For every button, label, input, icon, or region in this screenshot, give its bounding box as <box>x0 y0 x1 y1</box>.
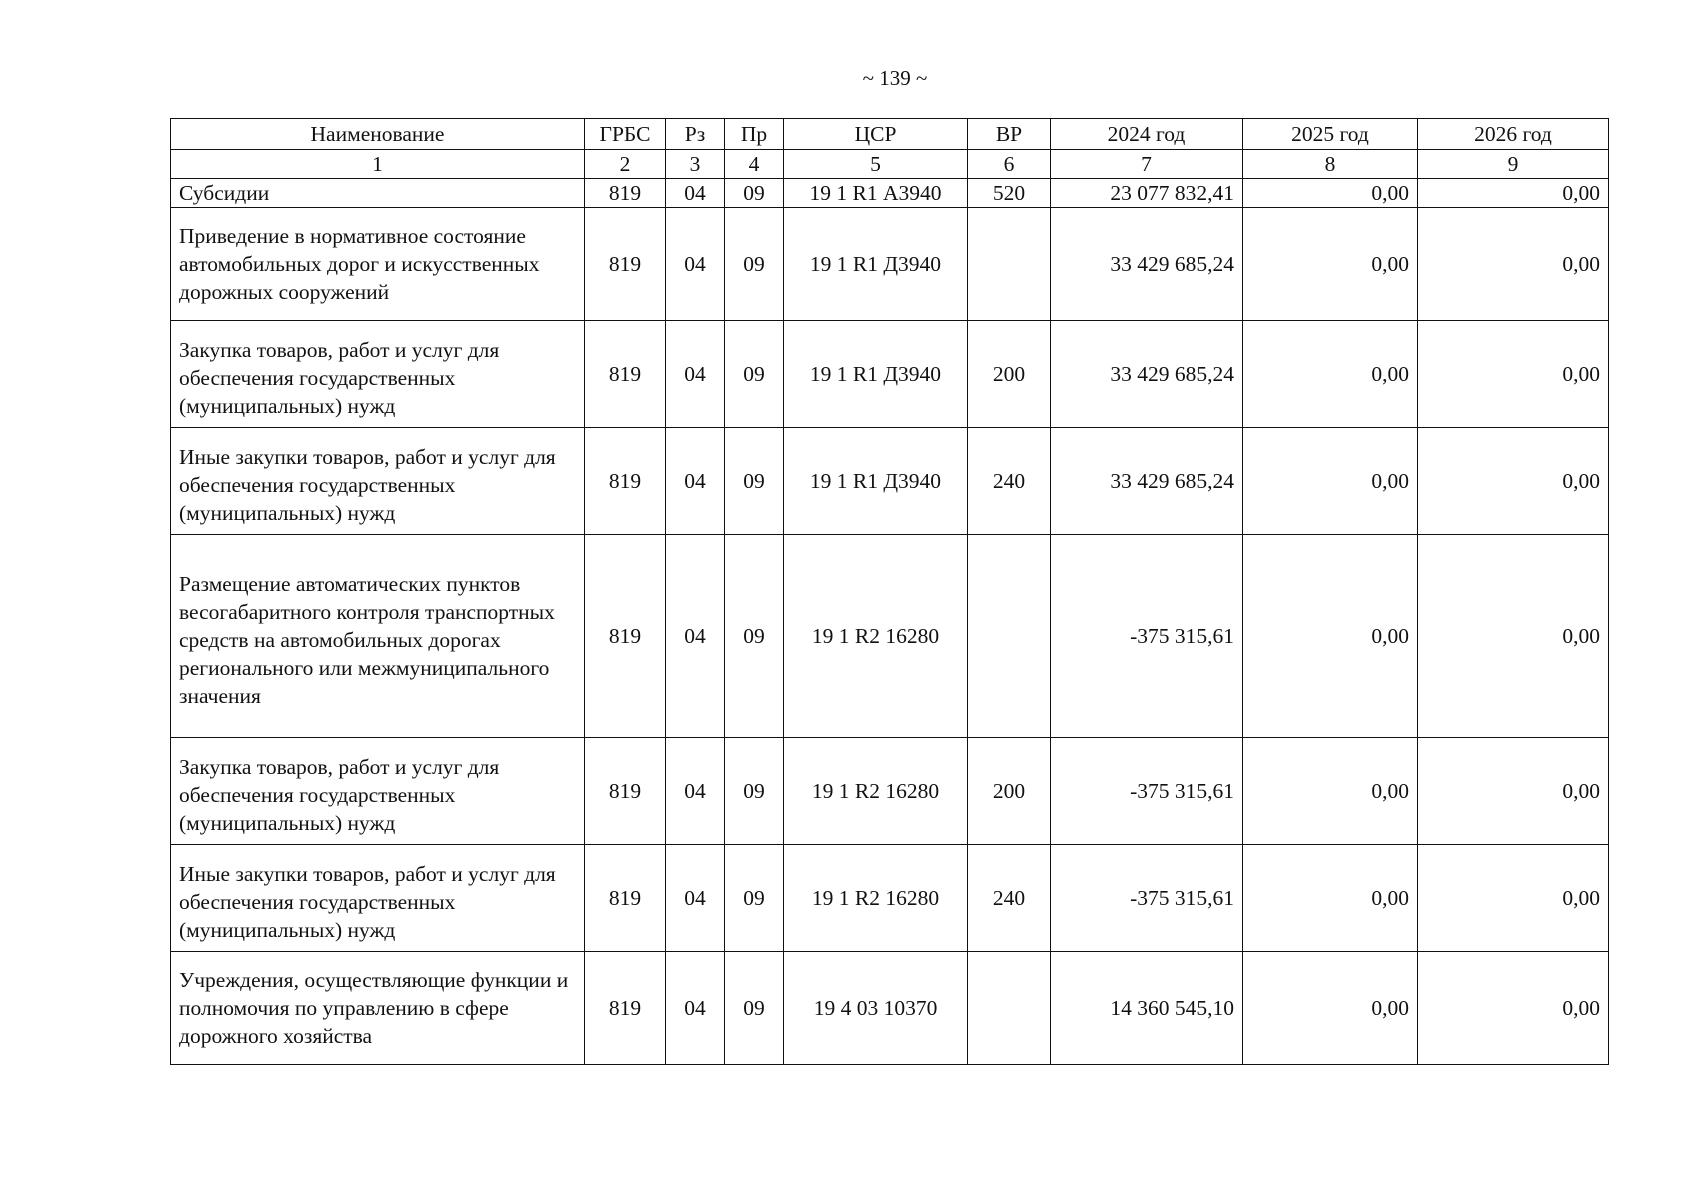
column-number: 9 <box>1418 150 1609 179</box>
row-csr: 19 1 R2 16280 <box>784 738 968 845</box>
table-header-row <box>171 119 1609 150</box>
column-number: 4 <box>725 150 784 179</box>
row-grbs: 819 <box>585 428 666 535</box>
budget-table <box>170 118 1609 1065</box>
row-2026: 0,00 <box>1418 321 1609 428</box>
row-grbs: 819 <box>585 952 666 1065</box>
row-csr: 19 1 R1 Д3940 <box>784 321 968 428</box>
row-csr: 19 4 03 10370 <box>784 952 968 1065</box>
row-rz: 04 <box>666 738 725 845</box>
row-csr: 19 1 R1 Д3940 <box>784 208 968 321</box>
table-row <box>171 535 1609 738</box>
row-2024: 14 360 545,10 <box>1051 952 1243 1065</box>
row-rz: 04 <box>666 179 725 208</box>
row-name: Иные закупки товаров, работ и услуг для обеспечения государственных (муниципальных) нужд <box>171 845 585 952</box>
row-2025: 0,00 <box>1243 179 1418 208</box>
header-grbs: ГРБС <box>585 119 666 150</box>
row-csr: 19 1 R2 16280 <box>784 535 968 738</box>
row-name: Учреждения, осуществляющие функции и полномочия по управлению в сфере дорожного хозяйства <box>171 952 585 1065</box>
header-csr: ЦСР <box>784 119 968 150</box>
row-rz: 04 <box>666 845 725 952</box>
row-2024: -375 315,61 <box>1051 535 1243 738</box>
row-2024: 23 077 832,41 <box>1051 179 1243 208</box>
header-name: Наименование <box>171 119 585 150</box>
row-name: Размещение автоматических пунктов весогабаритного контроля транспортных средств на автомобильных дорогах регионального или межмуниципального значения <box>171 535 585 738</box>
row-grbs: 819 <box>585 535 666 738</box>
row-vr <box>968 535 1051 738</box>
row-2025: 0,00 <box>1243 321 1418 428</box>
column-number: 1 <box>171 150 585 179</box>
row-2026: 0,00 <box>1418 535 1609 738</box>
row-name: Субсидии <box>171 179 585 208</box>
column-number: 3 <box>666 150 725 179</box>
row-2024: 33 429 685,24 <box>1051 208 1243 321</box>
row-rz: 04 <box>666 321 725 428</box>
row-vr: 240 <box>968 428 1051 535</box>
row-2025: 0,00 <box>1243 952 1418 1065</box>
table-row <box>171 428 1609 535</box>
row-grbs: 819 <box>585 321 666 428</box>
column-number-row <box>171 150 1609 179</box>
row-2024: -375 315,61 <box>1051 845 1243 952</box>
column-number: 5 <box>784 150 968 179</box>
row-pr: 09 <box>725 535 784 738</box>
table-row <box>171 845 1609 952</box>
row-2026: 0,00 <box>1418 179 1609 208</box>
row-2024: 33 429 685,24 <box>1051 428 1243 535</box>
row-2026: 0,00 <box>1418 952 1609 1065</box>
row-pr: 09 <box>725 952 784 1065</box>
table-row <box>171 208 1609 321</box>
row-2024: -375 315,61 <box>1051 738 1243 845</box>
row-name: Закупка товаров, работ и услуг для обеспечения государственных (муниципальных) нужд <box>171 738 585 845</box>
row-vr: 200 <box>968 321 1051 428</box>
row-vr <box>968 208 1051 321</box>
row-rz: 04 <box>666 535 725 738</box>
row-csr: 19 1 R1 Д3940 <box>784 428 968 535</box>
row-pr: 09 <box>725 428 784 535</box>
row-vr: 240 <box>968 845 1051 952</box>
row-2026: 0,00 <box>1418 208 1609 321</box>
column-number: 2 <box>585 150 666 179</box>
column-number: 6 <box>968 150 1051 179</box>
header-2024: 2024 год <box>1051 119 1243 150</box>
header-2025: 2025 год <box>1243 119 1418 150</box>
table-row <box>171 738 1609 845</box>
header-2026: 2026 год <box>1418 119 1609 150</box>
row-rz: 04 <box>666 952 725 1065</box>
row-grbs: 819 <box>585 845 666 952</box>
column-number: 8 <box>1243 150 1418 179</box>
row-pr: 09 <box>725 738 784 845</box>
table-row <box>171 321 1609 428</box>
row-rz: 04 <box>666 428 725 535</box>
row-grbs: 819 <box>585 208 666 321</box>
header-vr: ВР <box>968 119 1051 150</box>
row-name: Приведение в нормативное состояние автомобильных дорог и искусственных дорожных сооружений <box>171 208 585 321</box>
row-vr: 200 <box>968 738 1051 845</box>
row-2025: 0,00 <box>1243 738 1418 845</box>
row-grbs: 819 <box>585 738 666 845</box>
row-2025: 0,00 <box>1243 845 1418 952</box>
column-number: 7 <box>1051 150 1243 179</box>
row-2024: 33 429 685,24 <box>1051 321 1243 428</box>
page-number: ~ 139 ~ <box>862 66 928 90</box>
row-pr: 09 <box>725 179 784 208</box>
row-pr: 09 <box>725 845 784 952</box>
row-2026: 0,00 <box>1418 845 1609 952</box>
row-csr: 19 1 R1 А3940 <box>784 179 968 208</box>
header-pr: Пр <box>725 119 784 150</box>
row-csr: 19 1 R2 16280 <box>784 845 968 952</box>
row-2025: 0,00 <box>1243 428 1418 535</box>
row-2026: 0,00 <box>1418 428 1609 535</box>
row-2026: 0,00 <box>1418 738 1609 845</box>
table-row <box>171 952 1609 1065</box>
row-name: Закупка товаров, работ и услуг для обеспечения государственных (муниципальных) нужд <box>171 321 585 428</box>
row-pr: 09 <box>725 321 784 428</box>
row-name: Иные закупки товаров, работ и услуг для обеспечения государственных (муниципальных) нужд <box>171 428 585 535</box>
row-vr: 520 <box>968 179 1051 208</box>
row-vr <box>968 952 1051 1065</box>
row-2025: 0,00 <box>1243 535 1418 738</box>
row-pr: 09 <box>725 208 784 321</box>
row-rz: 04 <box>666 208 725 321</box>
row-grbs: 819 <box>585 179 666 208</box>
row-2025: 0,00 <box>1243 208 1418 321</box>
header-rz: Рз <box>666 119 725 150</box>
table-row <box>171 179 1609 208</box>
